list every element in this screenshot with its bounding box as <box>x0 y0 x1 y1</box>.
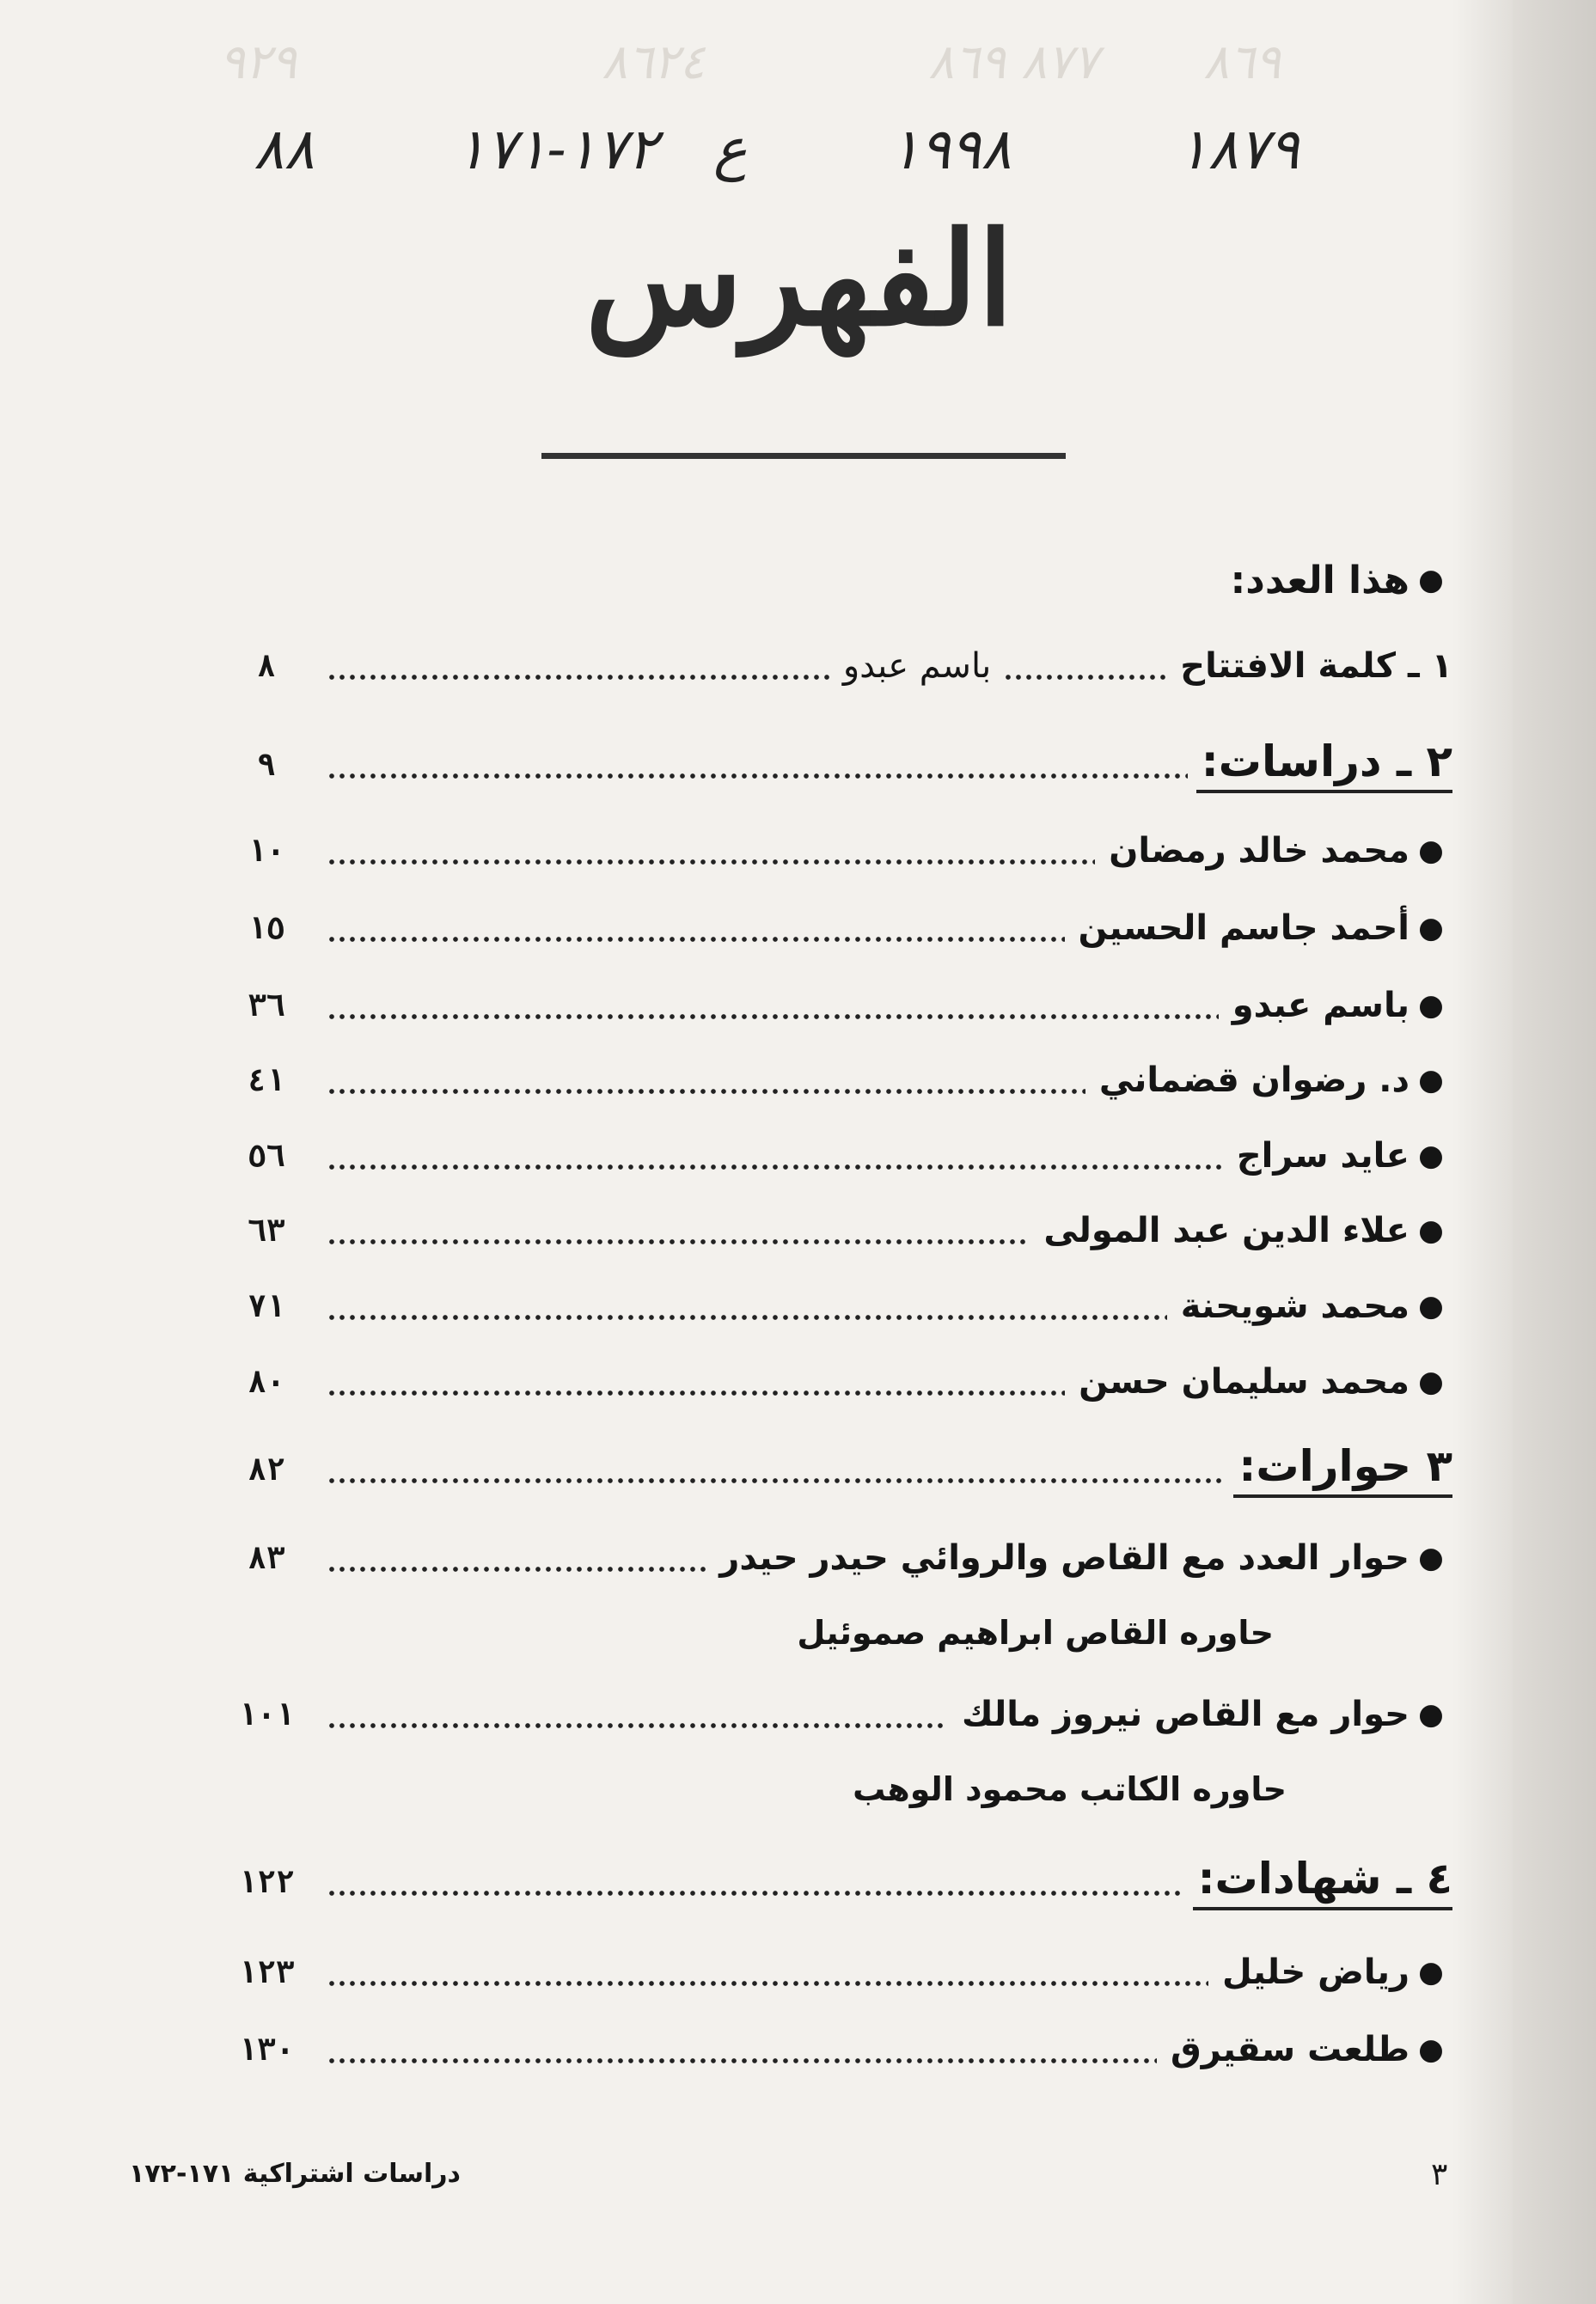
faint-mark: ٩٢٩ <box>219 34 297 90</box>
title-underline <box>541 453 1066 459</box>
interviewer-note: حاوره الكاتب محمود الوهب <box>853 1770 1287 1808</box>
toc-entry-label: علاء الدين عبد المولى <box>1043 1211 1409 1250</box>
bullet-icon: ● <box>1418 1063 1444 1097</box>
dot-leader <box>327 1476 1225 1485</box>
toc-entry-page: ٨٠ <box>248 1364 285 1400</box>
bullet-icon: ● <box>1418 988 1444 1023</box>
toc-entry-label: ١ ـ كلمة الافتتاح <box>1180 646 1452 686</box>
bullet-icon: ● <box>1418 1139 1444 1173</box>
toc-entry <box>215 1201 1452 1261</box>
dot-leader <box>327 1012 1219 1021</box>
bullet-icon: ● <box>1418 1213 1444 1248</box>
toc-entry <box>215 898 1452 958</box>
toc-section <box>215 1852 1452 1912</box>
toc-entry-page: ١٣٠ <box>238 2032 295 2068</box>
toc-entry <box>215 1276 1452 1336</box>
dot-leader <box>1003 673 1166 681</box>
toc-entry <box>215 2020 1452 2080</box>
toc-entry <box>215 1050 1452 1110</box>
toc-section-label: ٤ ـ شهادات: <box>1193 1854 1452 1910</box>
toc-entry <box>215 1942 1452 2002</box>
toc-entry-page: ٩ <box>257 747 276 783</box>
bullet-icon: ● <box>1418 1289 1444 1323</box>
dot-leader <box>327 2056 1157 2065</box>
toc-entry-page: ٧١ <box>248 1288 285 1324</box>
dot-leader <box>327 1565 706 1574</box>
dot-leader <box>327 772 1188 780</box>
handwritten-issue: ١٧٢-١٧١ <box>456 116 658 182</box>
toc-entry-page: ٨ <box>257 648 276 684</box>
faint-mark: ٨٧٧ ٨٦٩ <box>928 34 1099 90</box>
dot-leader <box>327 1389 1065 1397</box>
toc-entry-page: ١٢٣ <box>238 1954 295 1990</box>
bullet-icon: ● <box>1418 834 1444 868</box>
intro-heading-label: هذا العدد: <box>1230 558 1409 602</box>
dot-leader <box>327 1163 1223 1171</box>
toc-entry <box>215 1528 1452 1588</box>
toc-entry-page: ١٥ <box>248 910 285 946</box>
toc-section <box>215 735 1452 795</box>
bullet-icon: ● <box>1418 1955 1444 1989</box>
toc-entry-page: ١٢٢ <box>238 1864 295 1900</box>
toc-entry-page: ٤١ <box>248 1062 285 1098</box>
toc-entry <box>215 1126 1452 1186</box>
toc-entry-label: حوار مع القاص نيروز مالك <box>962 1695 1409 1734</box>
toc-entry-page: ١٠١ <box>238 1696 295 1733</box>
bullet-icon: ● <box>1418 2032 1444 2067</box>
faint-mark: ٨٦٩ <box>1203 34 1281 90</box>
dot-leader <box>327 1721 948 1730</box>
toc-entry-label: محمد شويحنة <box>1180 1286 1409 1326</box>
toc-entry-page: ٦٣ <box>248 1213 285 1249</box>
dot-leader <box>327 1238 1030 1246</box>
dot-leader <box>327 1087 1085 1096</box>
toc-entry-label: أحمد جاسم الحسين <box>1078 908 1409 948</box>
bullet-icon: ● <box>1418 911 1444 945</box>
dot-leader <box>327 1889 1184 1898</box>
dot-leader <box>327 858 1095 866</box>
handwritten-letter: ع <box>713 116 748 182</box>
dot-leader <box>327 1979 1208 1988</box>
toc-entry <box>215 636 1452 696</box>
toc-entry-page: ٥٦ <box>248 1138 285 1174</box>
toc-entry-author: باسم عبدو <box>842 646 992 686</box>
faint-mark: ٨٦٢٤ <box>602 34 706 90</box>
toc-entry-label: باسم عبدو <box>1232 986 1409 1025</box>
toc-section-label: ٢ ـ دراسات: <box>1196 736 1452 793</box>
bullet-icon: ● <box>1418 1365 1444 1399</box>
toc-entry-label: حوار العدد مع القاص والروائي حيدر حيدر <box>719 1538 1409 1578</box>
dot-leader <box>327 673 835 681</box>
dot-leader <box>327 1313 1167 1322</box>
intro-heading <box>945 550 1452 610</box>
bullet-icon: ● <box>1418 1697 1444 1732</box>
bullet-icon: ● <box>1418 1541 1444 1575</box>
scan-shadow <box>1452 0 1596 2304</box>
toc-entry-label: طلعت سقيرق <box>1171 2030 1409 2069</box>
toc-entry-label: د. رضوان قضماني <box>1098 1060 1409 1100</box>
interviewer-note: حاوره القاص ابراهيم صموئيل <box>797 1614 1274 1652</box>
handwritten-year: ١٩٩٨ <box>890 116 1012 182</box>
toc-entry-page: ٣٦ <box>248 987 285 1024</box>
handwritten-page: ٨٨ <box>254 116 315 182</box>
toc-entry-label: محمد سليمان حسن <box>1079 1362 1409 1402</box>
toc-entry <box>215 821 1452 881</box>
toc-entry <box>215 975 1452 1036</box>
toc-entry-label: رياض خليل <box>1222 1953 1409 1992</box>
bullet-icon: ● <box>1418 563 1444 597</box>
toc-entry-label: عايد سراج <box>1236 1136 1409 1176</box>
toc-section <box>215 1439 1452 1500</box>
publication-title: دراسات اشتراكية ١٧١-١٧٢ <box>129 2159 461 2189</box>
toc-entry <box>215 1684 1452 1745</box>
page-title: الفهرس <box>584 204 1014 355</box>
toc-section-label: ٣ حوارات: <box>1233 1441 1452 1498</box>
toc-entry-page: ١٠ <box>248 833 285 869</box>
toc-entry <box>215 1352 1452 1412</box>
handwritten-number: ١٨٧٩ <box>1177 116 1299 182</box>
toc-entry-page: ٨٣ <box>248 1540 285 1576</box>
toc-entry-label: محمد خالد رمضان <box>1109 831 1409 871</box>
page-number: ٣ <box>1431 2157 1448 2192</box>
dot-leader <box>327 935 1065 944</box>
toc-entry-page: ٨٢ <box>248 1451 285 1488</box>
